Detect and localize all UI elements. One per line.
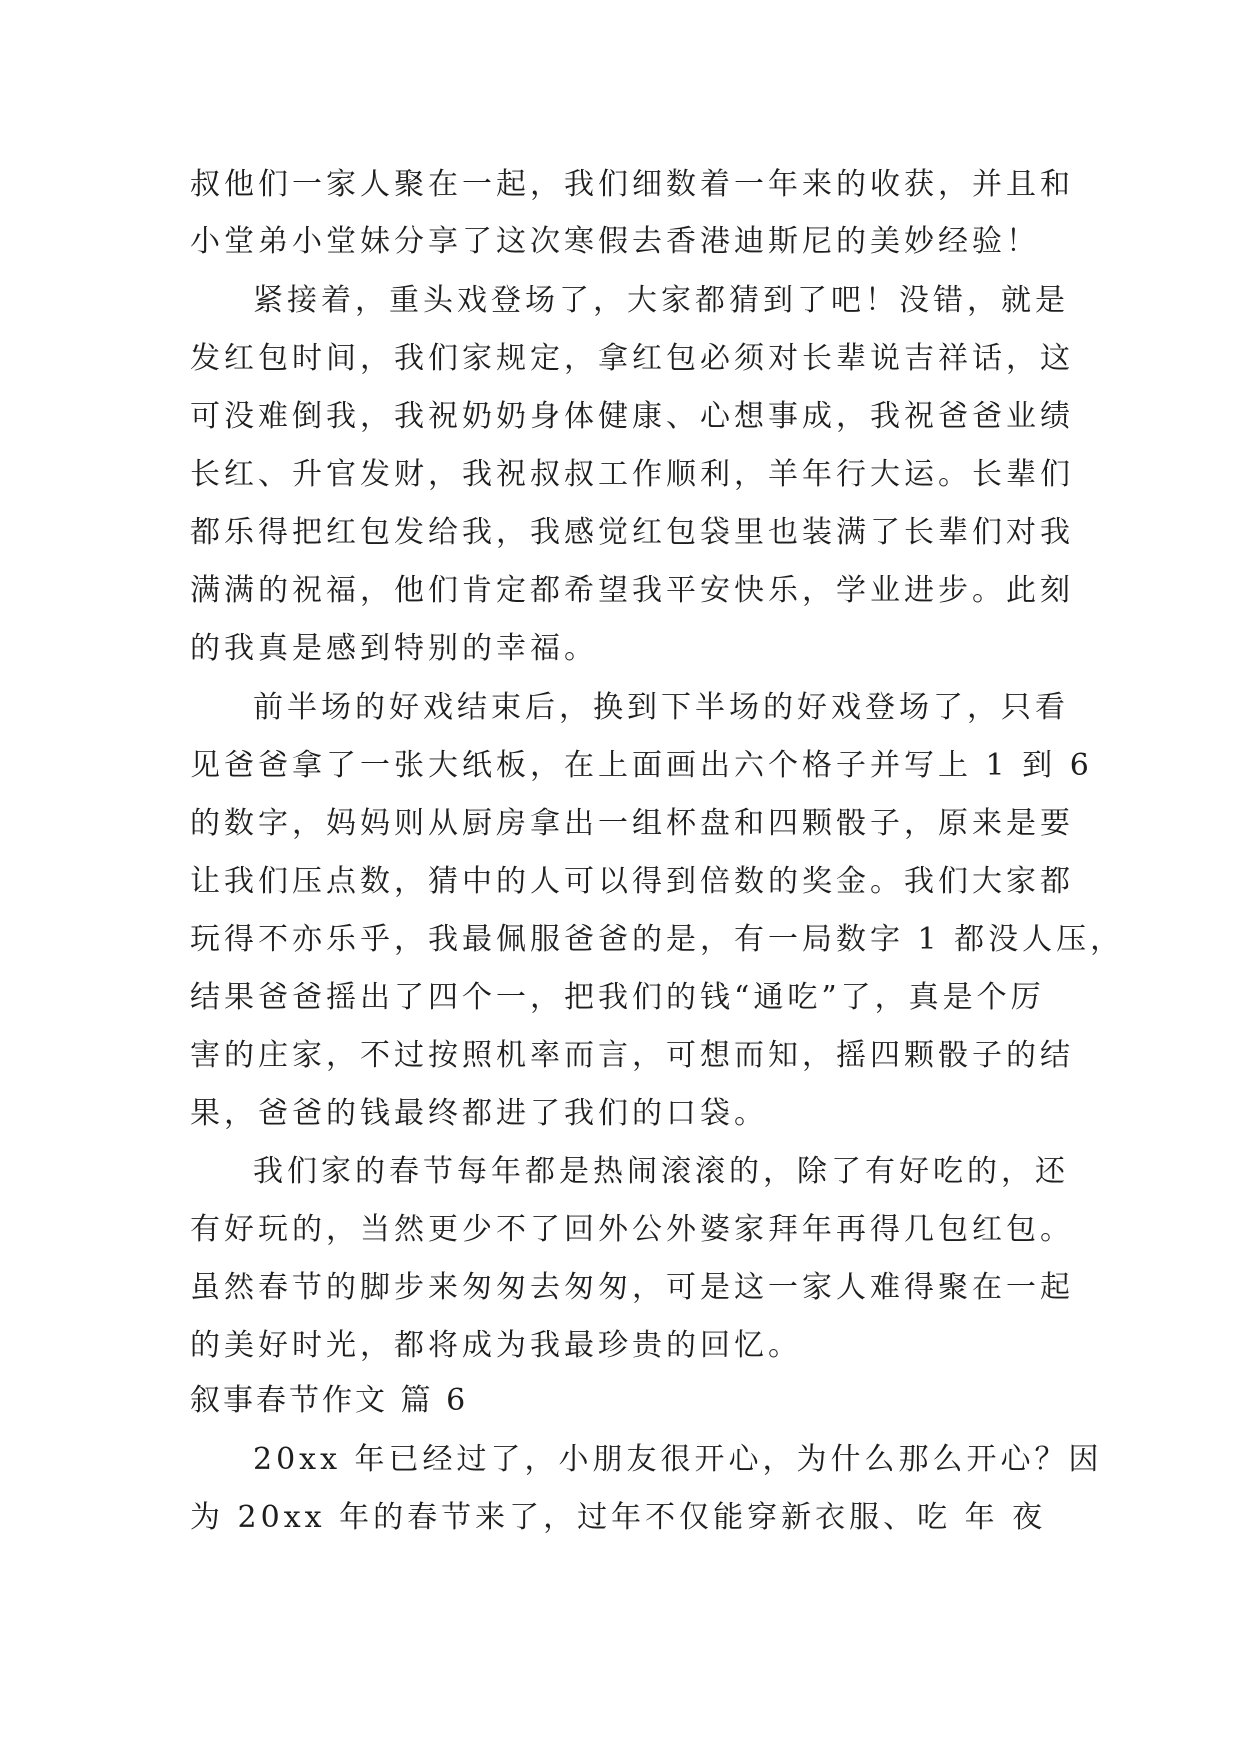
text-line: 有好玩的，当然更少不了回外公外婆家拜年再得几包红包。 — [190, 1212, 1074, 1247]
text-line: 的数字，妈妈则从厨房拿出一组杯盘和四颗骰子，原来是要 — [190, 806, 1074, 841]
paragraph-start-line: 我们家的春节每年都是热闹滚滚的，除了有好吃的，还 — [253, 1154, 1069, 1189]
text-line: 虽然春节的脚步来匆匆去匆匆，可是这一家人难得聚在一起 — [190, 1270, 1074, 1305]
section-heading: 叙事春节作文 篇 6 — [190, 1383, 469, 1418]
text-line: 为 20xx 年的春节来了，过年不仅能穿新衣服、吃 年 夜 — [190, 1500, 1047, 1535]
text-line: 小堂弟小堂妹分享了这次寒假去香港迪斯尼的美妙经验！ — [190, 224, 1040, 259]
paragraph-start-line: 20xx 年已经过了，小朋友很开心，为什么那么开心？因 — [253, 1442, 1103, 1477]
text-line: 玩得不亦乐乎，我最佩服爸爸的是，有一局数字 1 都没人压， — [190, 922, 1125, 957]
text-line: 发红包时间，我们家规定，拿红包必须对长辈说吉祥话，这 — [190, 341, 1074, 376]
text-line: 叔他们一家人聚在一起，我们细数着一年来的收获，并且和 — [190, 167, 1074, 202]
paragraph-start-line: 紧接着，重头戏登场了，大家都猜到了吧！没错，就是 — [253, 283, 1069, 318]
text-line: 可没难倒我，我祝奶奶身体健康、心想事成，我祝爸爸业绩 — [190, 399, 1074, 434]
paragraph-start-line: 前半场的好戏结束后，换到下半场的好戏登场了，只看 — [253, 690, 1069, 725]
text-line: 都乐得把红包发给我，我感觉红包袋里也装满了长辈们对我 — [190, 515, 1074, 550]
text-line: 果，爸爸的钱最终都进了我们的口袋。 — [190, 1096, 768, 1131]
text-line: 结果爸爸摇出了四个一，把我们的钱“通吃”了，真是个厉 — [190, 980, 1045, 1015]
text-line: 让我们压点数，猜中的人可以得到倍数的奖金。我们大家都 — [190, 864, 1074, 899]
text-line: 的美好时光，都将成为我最珍贵的回忆。 — [190, 1328, 802, 1363]
text-line: 的我真是感到特别的幸福。 — [190, 631, 598, 666]
text-line: 害的庄家，不过按照机率而言，可想而知，摇四颗骰子的结 — [190, 1038, 1074, 1073]
text-line: 满满的祝福，他们肯定都希望我平安快乐，学业进步。此刻 — [190, 573, 1074, 608]
text-line: 见爸爸拿了一张大纸板，在上面画出六个格子并写上 1 到 6 — [190, 748, 1093, 783]
text-line: 长红、升官发财，我祝叔叔工作顺利，羊年行大运。长辈们 — [190, 457, 1074, 492]
